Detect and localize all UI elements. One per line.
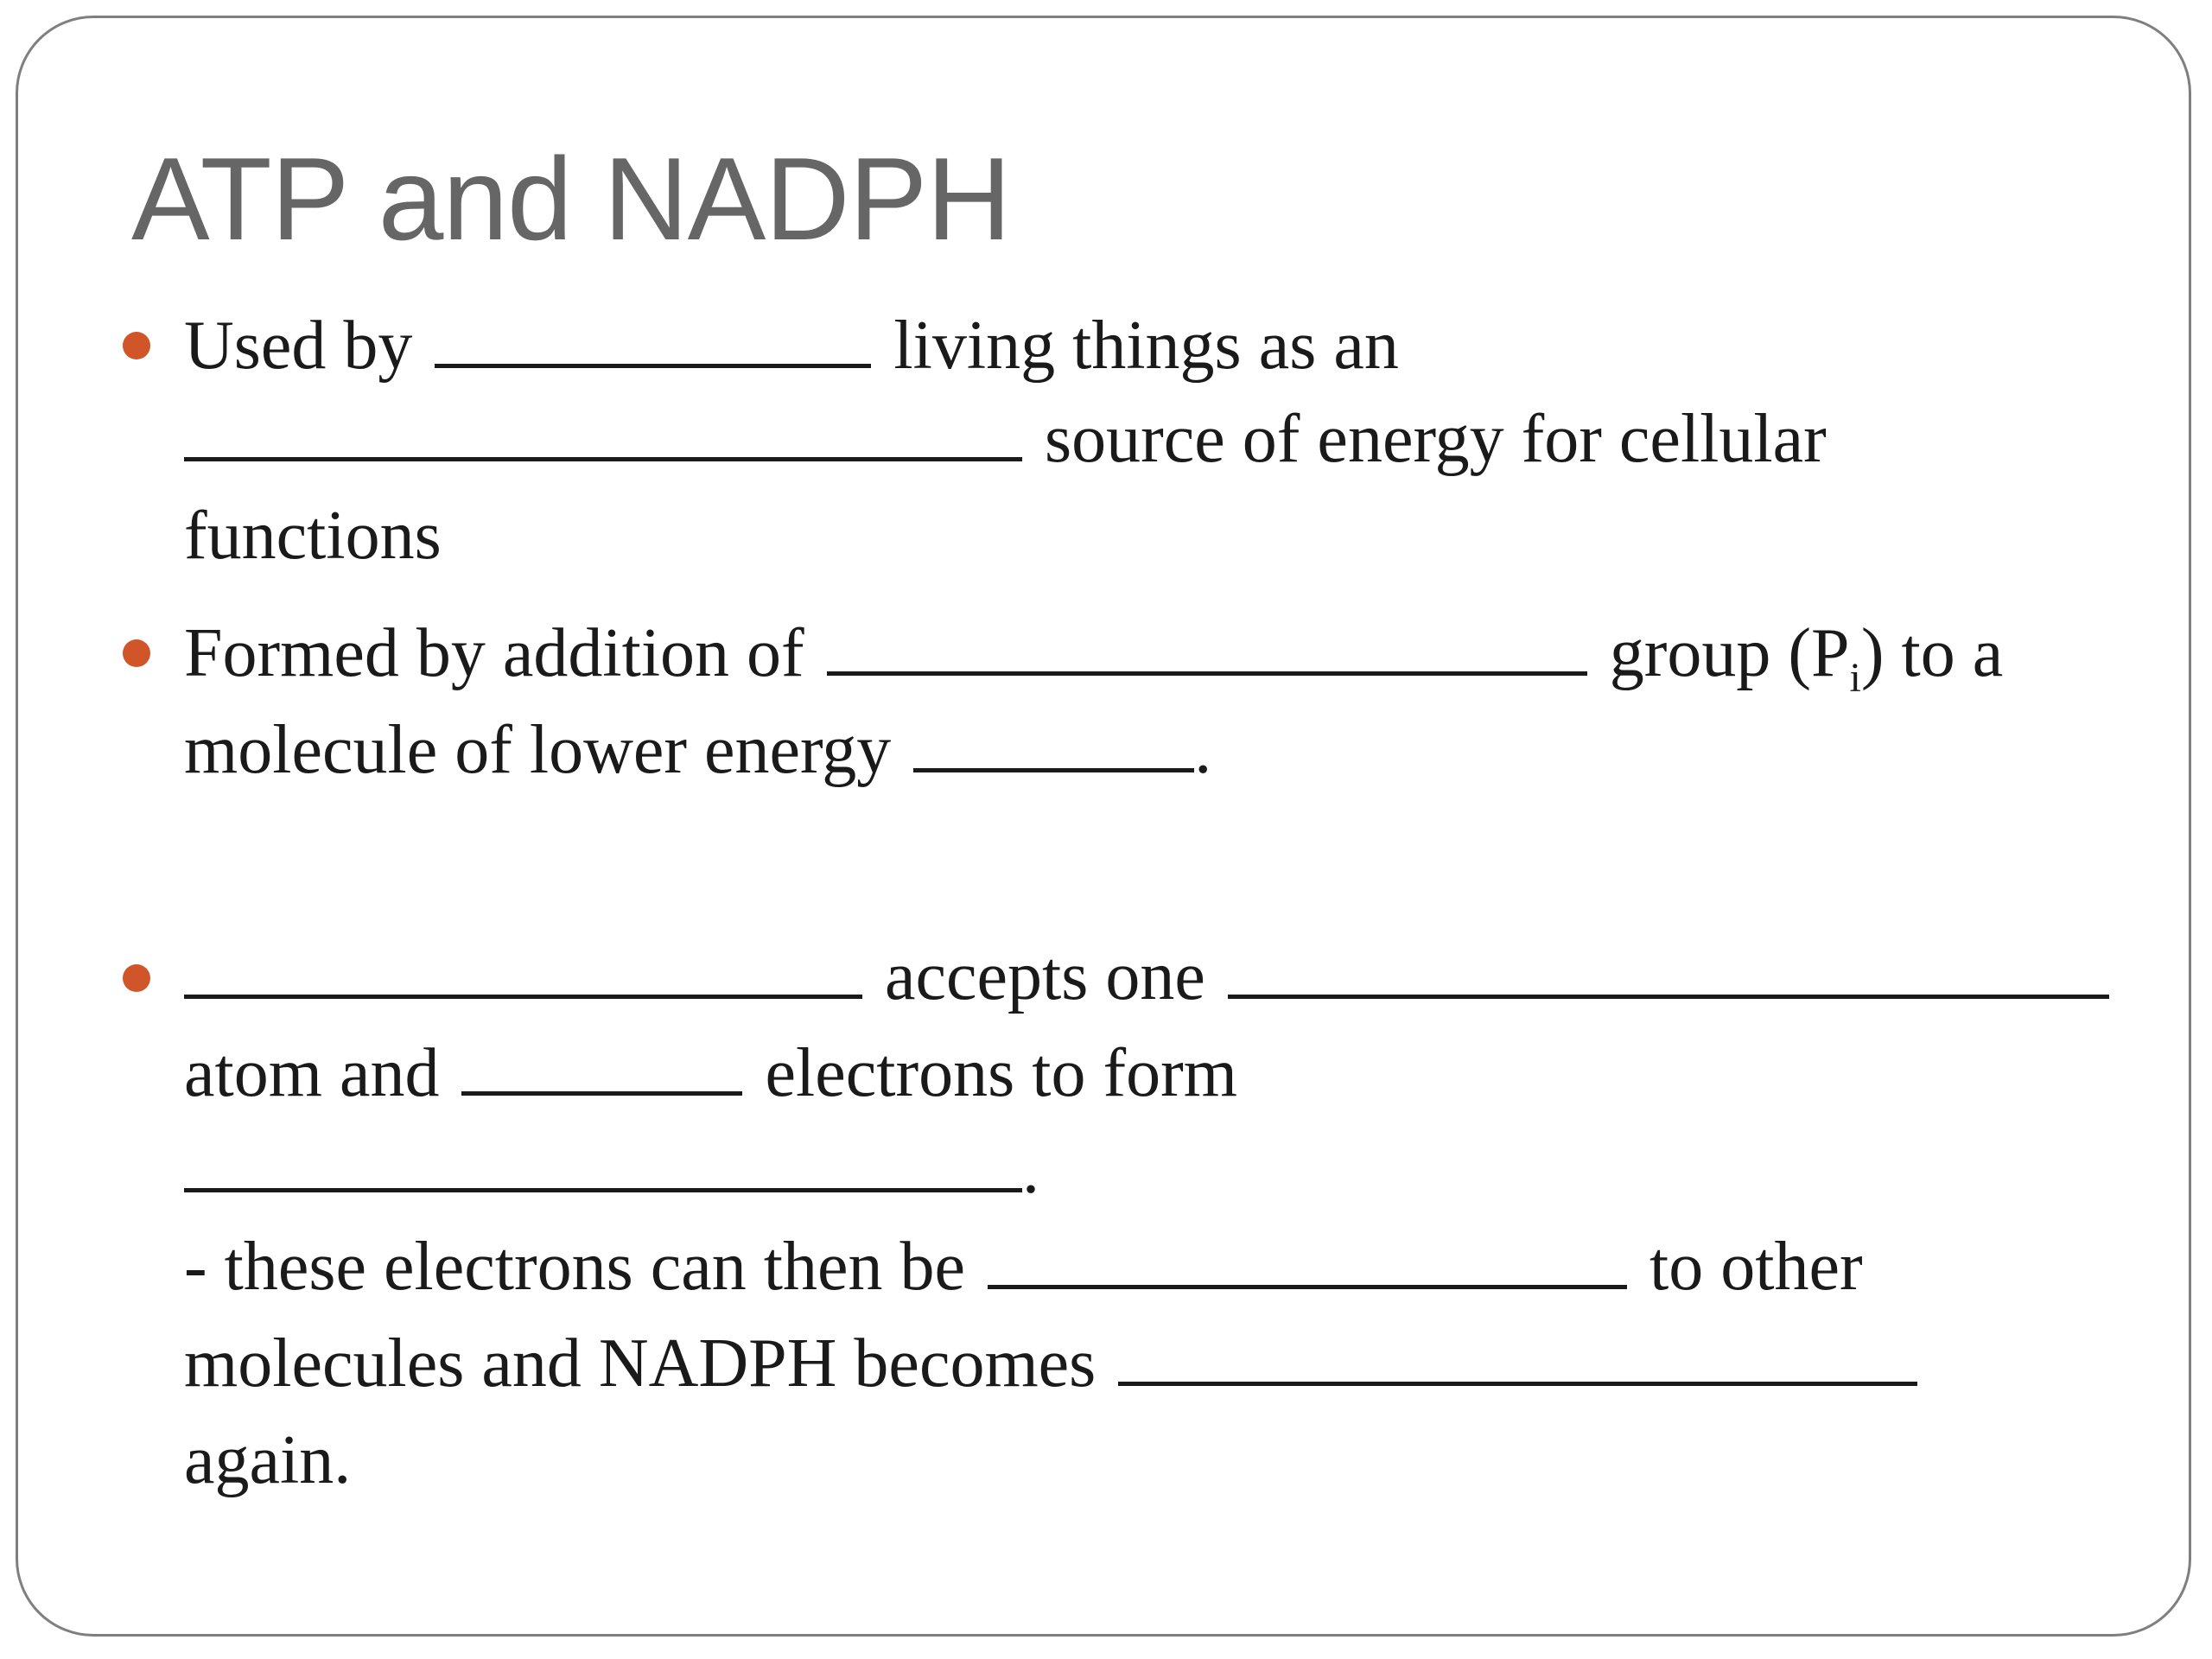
blank-6[interactable]: [1228, 938, 2109, 999]
bullet3-line3: [184, 1128, 1039, 1211]
bullet3-text-atom-and: atom and: [184, 1035, 440, 1111]
bullet3-line5: [184, 1322, 1923, 1405]
bullet2-text-molecule: molecule of lower energy: [184, 712, 892, 788]
bullet2-line1: [184, 612, 2004, 701]
bullet3-period: .: [1022, 1132, 1039, 1208]
bullet1-line3: [184, 494, 442, 577]
blank-2[interactable]: [184, 400, 1022, 461]
blank-7[interactable]: [461, 1034, 742, 1096]
bullet1-line1: [184, 304, 1399, 387]
bullet1-text-used-by: Used by: [184, 308, 413, 384]
subscript-i: i: [1849, 655, 1861, 701]
bullet2-period: .: [1194, 712, 1212, 788]
bullet3-text-accepts-one: accepts one: [885, 938, 1205, 1014]
bullet3-text-electrons-to-form: electrons to form: [765, 1035, 1237, 1111]
bullet1-line2: [184, 397, 1827, 480]
blank-8[interactable]: [184, 1131, 1022, 1192]
bullet3-text-to-other: to other: [1649, 1229, 1863, 1305]
blank-1[interactable]: [435, 307, 871, 368]
slide-title: ATP and NADPH: [131, 133, 1011, 264]
bullet1-text-functions: functions: [184, 498, 442, 574]
bullet3-line1: [184, 935, 2114, 1018]
bullet-dot-1: [123, 332, 150, 359]
blank-10[interactable]: [1118, 1325, 1917, 1386]
bullet3-line4: [184, 1225, 1863, 1308]
blank-3[interactable]: [827, 614, 1587, 676]
bullet3-line6: [184, 1419, 351, 1502]
bullet3-text-molecules-and-nadph: molecules and NADPH becomes: [184, 1325, 1096, 1402]
bullet2-line2: [184, 709, 1211, 791]
bullet-dot-2: [123, 639, 150, 667]
bullet2-text-group: group (P: [1609, 615, 1850, 691]
bullet3-text-these-electrons: - these electrons can then be: [184, 1229, 966, 1305]
blank-4[interactable]: [913, 711, 1194, 772]
bullet1-text-living-things: living things as an: [893, 308, 1399, 384]
bullet2-text-formed-by: Formed by addition of: [184, 615, 804, 691]
blank-5[interactable]: [184, 938, 862, 999]
bullet-dot-3: [123, 964, 150, 992]
bullet2-text-to-a: ) to a: [1860, 615, 2004, 691]
bullet3-text-again: again.: [184, 1422, 352, 1498]
bullet3-line2: [184, 1032, 1237, 1115]
blank-9[interactable]: [988, 1228, 1627, 1289]
bullet1-text-source: source of energy for cellular: [1045, 401, 1827, 477]
